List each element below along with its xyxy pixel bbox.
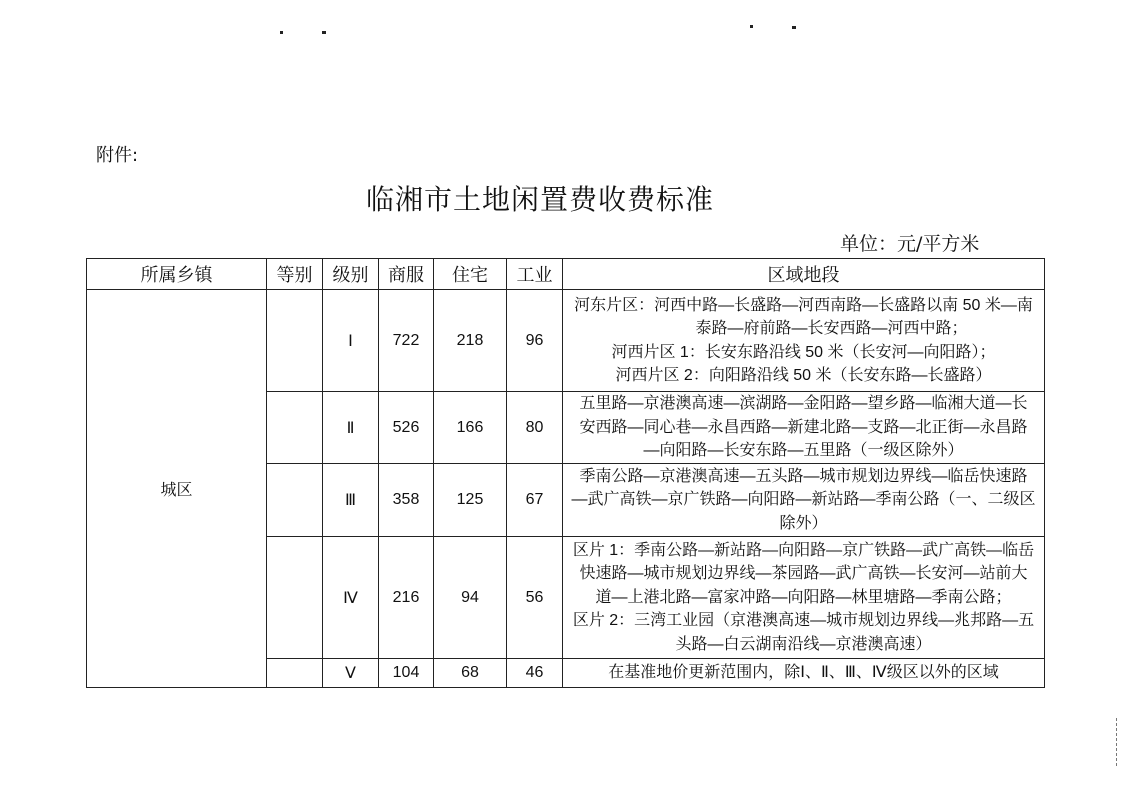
- level-cell: Ⅱ: [323, 392, 379, 464]
- area-line: 区片 1：季南公路—新站路—向阳路—京广铁路—武广高铁—临岳: [572, 541, 1035, 559]
- area-cell: [563, 290, 1045, 392]
- residential-cell: 166: [434, 392, 507, 464]
- unit-label: 单位：元/平方米: [840, 233, 980, 255]
- scan-dot: [750, 25, 753, 28]
- commercial-cell: 526: [379, 392, 434, 464]
- area-cell: [563, 464, 1045, 537]
- scan-dot: [280, 31, 283, 34]
- column-header: 等别: [267, 259, 323, 290]
- level-cell: Ⅰ: [323, 290, 379, 392]
- scan-edge-mark: [1116, 718, 1118, 766]
- area-line: 道—上港北路—富家冲路—向阳路—林里塘路—季南公路；: [595, 588, 1012, 606]
- area-line: 季南公路—京港澳高速—五头路—城市规划边界线—临岳快速路: [579, 467, 1028, 485]
- grade-cell: [267, 464, 323, 537]
- industrial-cell: 96: [507, 290, 563, 392]
- commercial-cell: 358: [379, 464, 434, 537]
- area-line: 除外）: [779, 514, 828, 532]
- area-line: 泰路—府前路—长安西路—河西中路；: [695, 320, 968, 337]
- industrial-cell: 46: [507, 659, 563, 688]
- grade-cell: [267, 290, 323, 392]
- area-line: 河东片区：河西中路—长盛路—河西南路—长盛路以南 50 米—南: [574, 296, 1033, 314]
- area-line: —向阳路—长安东路—五里路（一级区除外）: [643, 442, 964, 460]
- area-line: 区片 2：三湾工业园（京港澳高速—城市规划边界线—兆邦路—五: [572, 612, 1035, 630]
- level-cell: Ⅳ: [323, 537, 379, 659]
- area-cell: [563, 659, 1045, 688]
- residential-cell: 68: [434, 659, 507, 688]
- area-line: 五里路—京港澳高速—滨湖路—金阳路—望乡路—临湘大道—长: [579, 395, 1028, 413]
- residential-cell: 94: [434, 537, 507, 659]
- column-header: 级别: [323, 259, 379, 290]
- level-cell: Ⅴ: [323, 659, 379, 688]
- page-title: 临湘市土地闲置费收费标准: [365, 183, 714, 216]
- town-cell: 城区: [87, 290, 267, 688]
- area-line: 头路—白云湖南沿线—京港澳高速）: [675, 635, 932, 653]
- area-line: —武广高铁—京广铁路—向阳路—新站路—季南公路（一、二级区: [571, 491, 1036, 509]
- column-header: 商服: [379, 259, 434, 290]
- scan-dot: [322, 31, 326, 34]
- residential-cell: 125: [434, 464, 507, 537]
- area-line: 河西片区 2：向阳路沿线 50 米（长安东路—长盛路）: [615, 367, 992, 384]
- commercial-cell: 722: [379, 290, 434, 392]
- level-cell: Ⅲ: [323, 464, 379, 537]
- column-header: 工业: [507, 259, 563, 290]
- fee-table: [86, 258, 1045, 688]
- grade-cell: [267, 537, 323, 659]
- residential-cell: 218: [434, 290, 507, 392]
- commercial-cell: 216: [379, 537, 434, 659]
- industrial-cell: 80: [507, 392, 563, 464]
- area-cell: [563, 392, 1045, 464]
- attachment-label: 附件:: [96, 145, 139, 166]
- area-line: 快速路—城市规划边界线—茶园路—武广高铁—长安河—站前大: [579, 565, 1028, 583]
- grade-cell: [267, 659, 323, 688]
- area-cell: [563, 537, 1045, 659]
- area-line: 在基准地价更新范围内，除Ⅰ、Ⅱ、Ⅲ、Ⅳ级区以外的区域: [608, 664, 999, 682]
- industrial-cell: 56: [507, 537, 563, 659]
- area-line: 安西路—同心巷—永昌西路—新建北路—支路—北正街—永昌路: [579, 418, 1028, 436]
- scan-dot: [792, 26, 796, 29]
- column-header: 住宅: [434, 259, 507, 290]
- table-row: [87, 290, 1045, 392]
- table-header-row: [87, 259, 1045, 290]
- column-header: 区域地段: [563, 259, 1045, 290]
- grade-cell: [267, 392, 323, 464]
- area-line: 河西片区 1：长安东路沿线 50 米（长安河—向阳路）；: [611, 343, 996, 361]
- column-header: 所属乡镇: [87, 259, 267, 290]
- commercial-cell: 104: [379, 659, 434, 688]
- industrial-cell: 67: [507, 464, 563, 537]
